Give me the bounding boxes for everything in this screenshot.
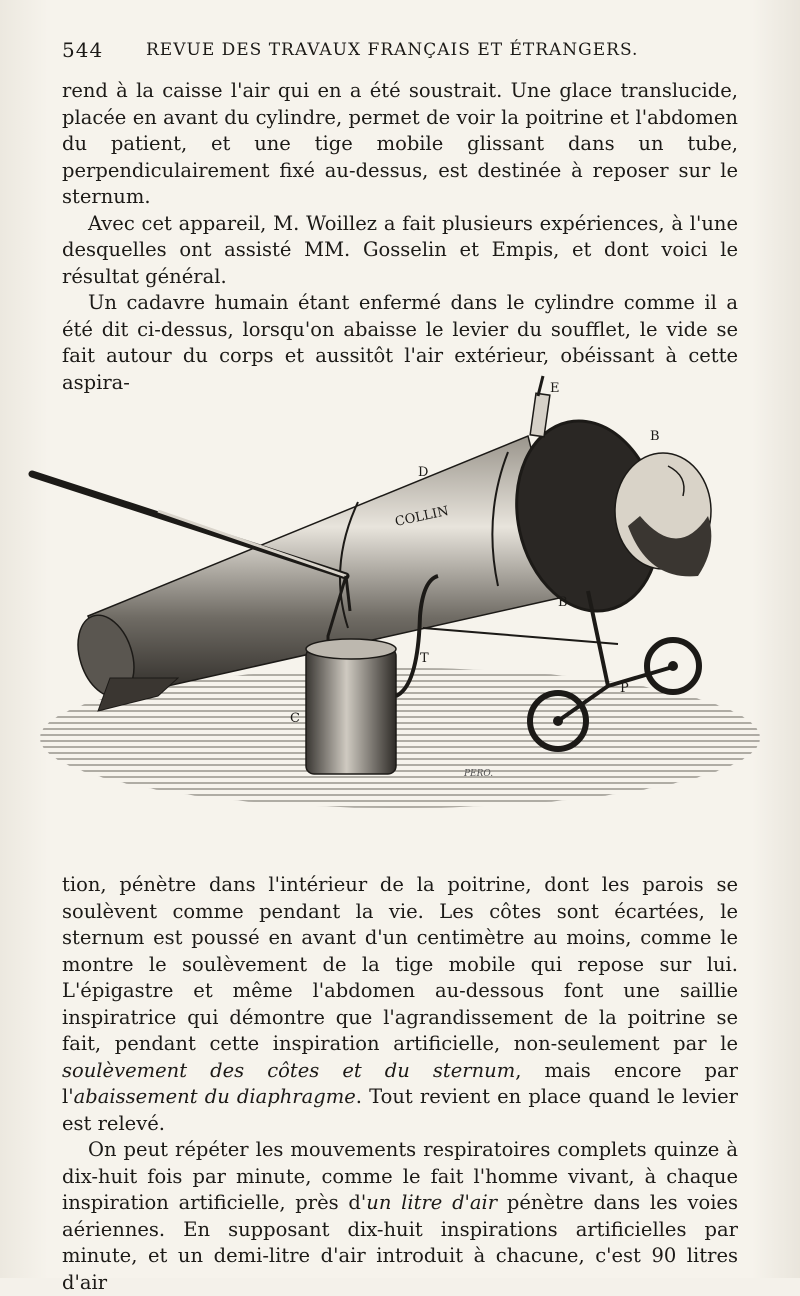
- text-run: , mais encore par l': [62, 1058, 738, 1108]
- letter-T: T: [420, 651, 429, 666]
- letter-B-bottom: B: [558, 595, 568, 610]
- text-run: On peut répéter les mouvements respiratoires complets quinze à dix-huit fois par minute, comme le fait l'homme vivant, à chaque inspiration artificielle, près d': [62, 1138, 738, 1214]
- apparatus-illustration: [28, 366, 772, 826]
- letter-D: D: [418, 465, 429, 480]
- letter-B-top: B: [650, 429, 660, 444]
- page-header: [62, 38, 742, 66]
- running-title: REVUE DES TRAVAUX FRANÇAIS ET ÉTRANGERS.: [146, 40, 639, 60]
- text-block-bottom: [62, 872, 738, 1296]
- text-block-top: [62, 78, 738, 396]
- letter-E: E: [550, 381, 560, 396]
- letter-P: P: [620, 681, 629, 696]
- italic-run: abaissement du diaphragme: [73, 1085, 356, 1108]
- paragraph: rend à la caisse l'air qui en a été soustrait. Une glace translucide, placée en avant du cylindre, permet de voir la poitrine et l'abdomen du patient, et une tige mobile glissant dans un tube, perpendiculairement fixé au-dessus, est destinée à reposer sur le sternum.: [62, 79, 738, 208]
- text-run: pénètre dans les voies aériennes. En supposant dix-huit inspirations artificielles par minute, et un demi-litre d'air introduit à chacune, c'est 90 litres d'air: [62, 1191, 738, 1294]
- paragraph: [62, 872, 738, 1137]
- paragraph: [62, 1137, 738, 1296]
- text-run: tion, pénètre dans l'intérieur de la poitrine, dont les parois se soulèvent comme pendant la vie. Les côtes sont écartées, le sternum est poussé en avant d'un centimètre au moins, comme le montre le soulèvement de la tige mobile qui repose sur lui. L'épigastre et même l'abdomen au-dessous font une saillie inspiratrice qui démontre que l'agrandissement de la poitrine se fait, pendant cette inspiration artificielle, non-seulement par le: [62, 873, 738, 1055]
- italic-run: soulèvement des côtes et du sternum: [62, 1058, 516, 1082]
- paragraph: Un cadavre humain étant enfermé dans le cylindre comme il a été dit ci-dessus, lorsqu'on abaisse le levier du soufflet, le vide se fait autour du corps et aussitôt l'air extérieur, obéissant à cette aspira-: [62, 291, 738, 394]
- maker-label: COLLIN: [393, 503, 451, 530]
- paragraph: Avec cet appareil, M. Woillez a fait plusieurs expériences, à l'une desquelles ont assisté MM. Gosselin et Empis, et dont voici le résultat général.: [62, 211, 738, 288]
- page-number: 544: [62, 38, 104, 62]
- bellows-tank: [306, 648, 396, 774]
- letter-C: C: [290, 711, 300, 726]
- text-run: . Tout revient en place quand le levier est relevé.: [62, 1085, 738, 1135]
- engraving-figure: [28, 366, 772, 826]
- engraver-signature: PERO.: [464, 769, 494, 779]
- italic-run: un litre d'air: [366, 1191, 498, 1214]
